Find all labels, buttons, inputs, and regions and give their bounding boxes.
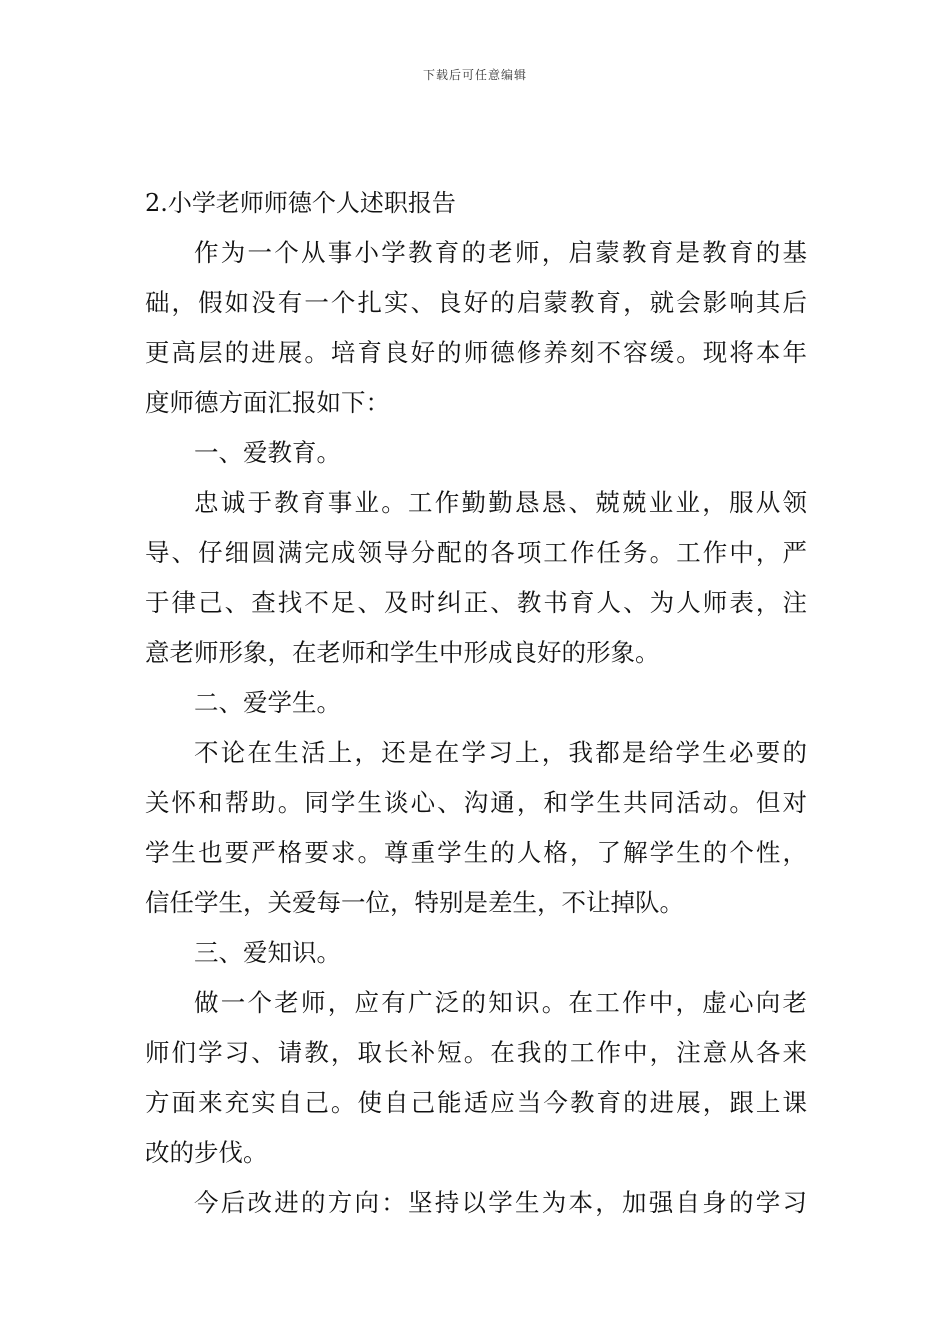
- paragraph: [145, 928, 807, 978]
- paragraph: [145, 678, 807, 728]
- document-body: [145, 178, 807, 1228]
- paragraph-line: 方面来充实自己。使自己能适应当今教育的进展，跟上课: [145, 1088, 807, 1117]
- paragraph-list: [145, 228, 807, 1228]
- paragraph-line: 作为一个从事小学教育的老师，启蒙教育是教育的基: [194, 238, 807, 267]
- paragraph: [145, 728, 807, 928]
- paragraph-line: 今后改进的方向：坚持以学生为本，加强自身的学习: [194, 1188, 807, 1217]
- page-header-note: 下载后可任意编辑: [422, 68, 527, 82]
- paragraph: [145, 978, 807, 1178]
- paragraph-line: 意老师形象，在老师和学生中形成良好的形象。: [145, 638, 660, 667]
- paragraph-line: 学生也要严格要求。尊重学生的人格，了解学生的个性，: [145, 838, 807, 867]
- paragraph-line: 师们学习、请教，取长补短。在我的工作中，注意从各来: [145, 1038, 807, 1067]
- paragraph: [145, 228, 807, 428]
- paragraph-line: 改的步伐。: [145, 1138, 268, 1167]
- paragraph-line: 关怀和帮助。同学生谈心、沟通，和学生共同活动。但对: [145, 788, 807, 817]
- paragraph: [145, 428, 807, 478]
- document-title: 2.小学老师师德个人述职报告: [145, 189, 456, 217]
- paragraph-line: 不论在生活上，还是在学习上，我都是给学生必要的: [194, 738, 807, 767]
- paragraph-line: 更高层的进展。培育良好的师德修养刻不容缓。现将本年: [145, 338, 807, 367]
- paragraph-line: 础，假如没有一个扎实、良好的启蒙教育，就会影响其后: [145, 288, 807, 317]
- paragraph-line: 信任学生，关爱每一位，特别是差生，不让掉队。: [145, 888, 684, 917]
- paragraph: [145, 478, 807, 678]
- paragraph-line: 二、爱学生。: [194, 688, 341, 717]
- paragraph-line: 三、爱知识。: [194, 938, 341, 967]
- paragraph-line: 做一个老师，应有广泛的知识。在工作中，虚心向老: [194, 988, 807, 1017]
- paragraph-line: 于律己、查找不足、及时纠正、教书育人、为人师表，注: [145, 588, 807, 617]
- paragraph-line: 忠诚于教育事业。工作勤勤恳恳、兢兢业业，服从领: [194, 488, 807, 517]
- paragraph-line: 导、仔细圆满完成领导分配的各项工作任务。工作中，严: [145, 538, 807, 567]
- paragraph-line: 一、爱教育。: [194, 438, 341, 467]
- paragraph: [145, 1178, 807, 1228]
- paragraph-line: 度师德方面汇报如下：: [145, 388, 390, 417]
